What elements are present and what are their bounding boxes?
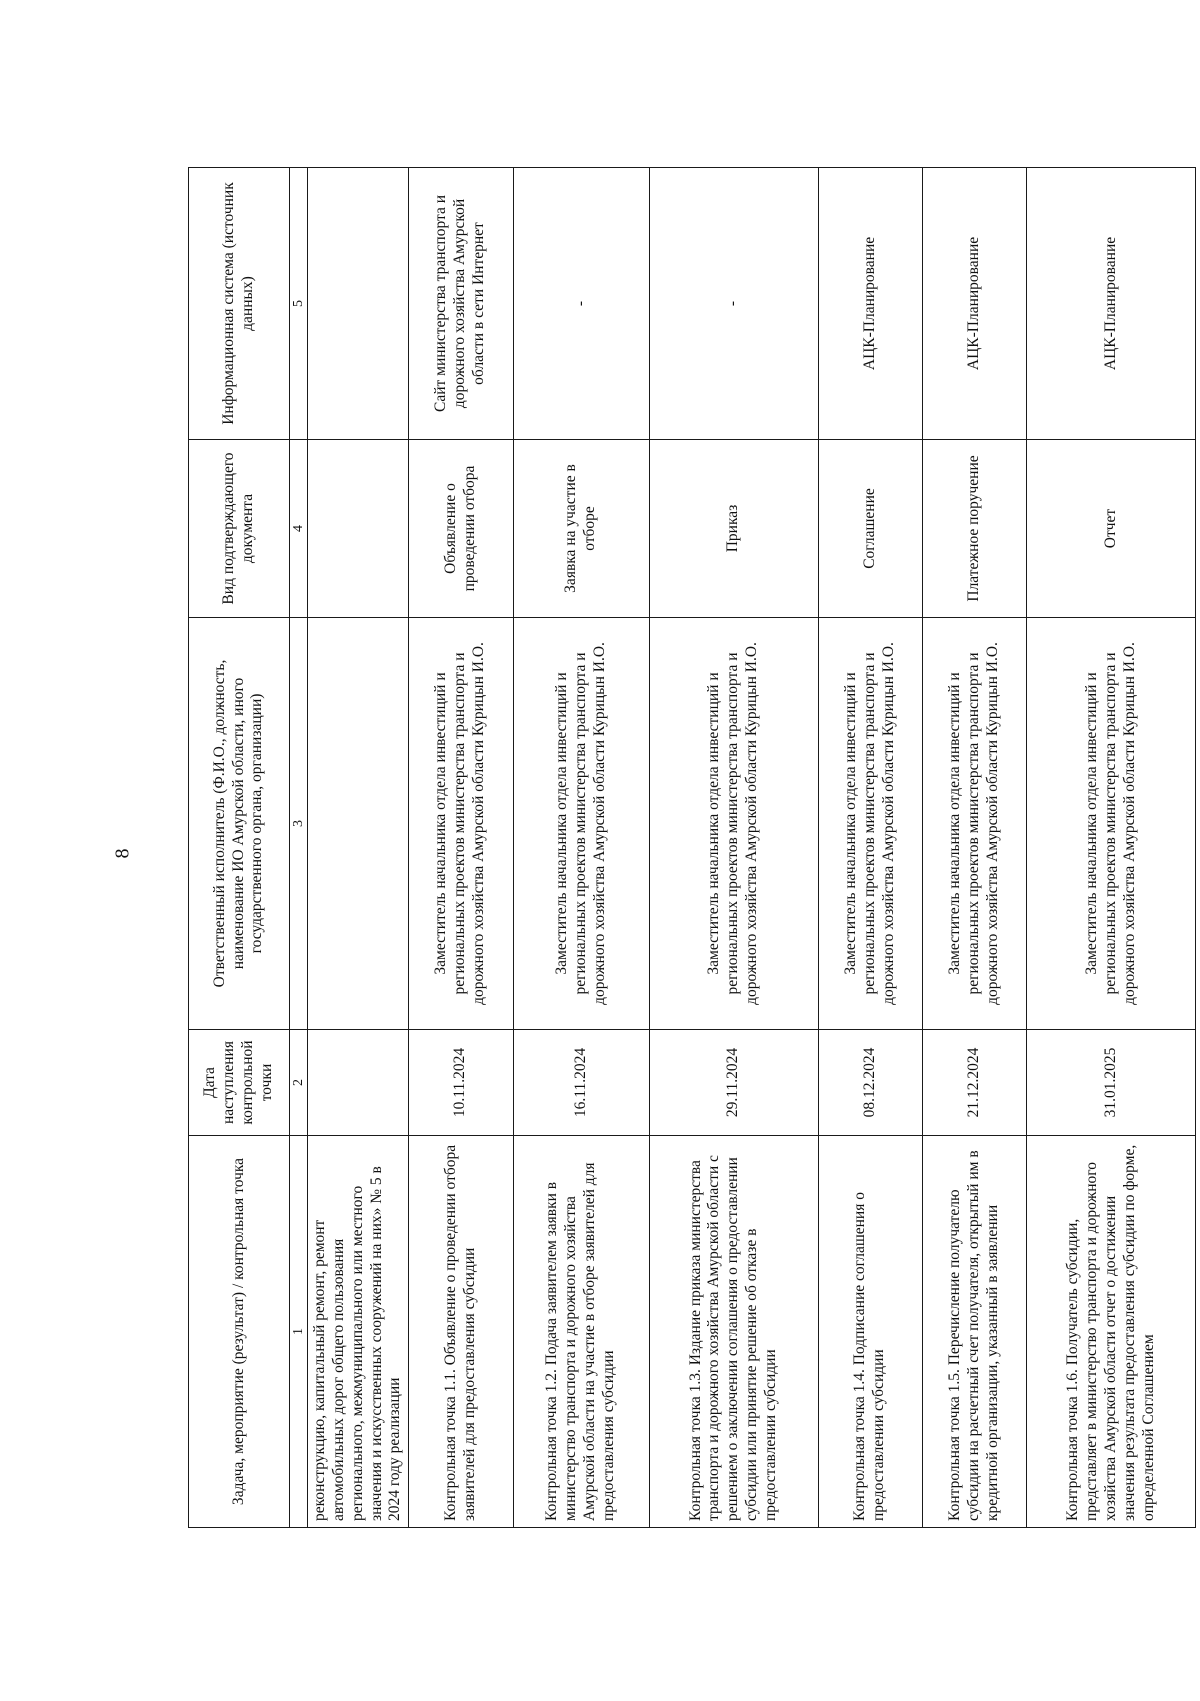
system-cell: -: [513, 168, 649, 440]
system-cell: АЦК-Планирование: [1027, 168, 1196, 440]
document-cell: Заявка на участие в отборе: [513, 440, 649, 618]
document-cell: Платежное поручение: [922, 440, 1026, 618]
executor-cell: Заместитель начальника отдела инвестиций и региональных проектов министерства транспорта и дорожного хозяйства Амурской области Курицын И.О.: [650, 618, 818, 1030]
column-number: 5: [290, 168, 308, 440]
task-cell: Контрольная точка 1.5. Перечисление получателю субсидии на расчетный счет получателя, открытый им в кредитной организации, указанный в заявлении: [922, 1136, 1026, 1528]
date-cell: [308, 1030, 409, 1136]
table-row: [818, 168, 922, 1528]
document-cell: Приказ: [650, 440, 818, 618]
executor-cell: Заместитель начальника отдела инвестиций и региональных проектов министерства транспорта и дорожного хозяйства Амурской области Курицын И.О.: [922, 618, 1026, 1030]
header-system: Информационная система (источник данных): [189, 168, 290, 440]
task-cell: Контрольная точка 1.1. Объявление о проведении отбора заявителей для предоставления субсидии: [409, 1136, 513, 1528]
table-row: [308, 168, 409, 1528]
task-cell: Контрольная точка 1.4. Подписание соглашения о предоставлении субсидии: [818, 1136, 922, 1528]
column-number-row: [290, 168, 308, 1528]
rotated-table-wrapper: [188, 168, 1196, 1528]
date-cell: 08.12.2024: [818, 1030, 922, 1136]
task-cell: Контрольная точка 1.6. Получатель субсидии, представляет в министерство транспорта и дорожного хозяйства Амурской области отчет о достижении значения результата предоставления субсидии по форме, определенной Соглашением: [1027, 1136, 1196, 1528]
document-cell: Соглашение: [818, 440, 922, 618]
table-row: [409, 168, 513, 1528]
column-number: 1: [290, 1136, 308, 1528]
column-number: 3: [290, 618, 308, 1030]
header-date: Дата наступления контрольной точки: [189, 1030, 290, 1136]
column-number: 4: [290, 440, 308, 618]
document-cell: Объявление о проведении отбора: [409, 440, 513, 618]
date-cell: 16.11.2024: [513, 1030, 649, 1136]
date-cell: 29.11.2024: [650, 1030, 818, 1136]
header-task: Задача, мероприятие (результат) / контрольная точка: [189, 1136, 290, 1528]
system-cell: -: [650, 168, 818, 440]
executor-cell: Заместитель начальника отдела инвестиций и региональных проектов министерства транспорта и дорожного хозяйства Амурской области Курицын И.О.: [513, 618, 649, 1030]
system-cell: Сайт министерства транспорта и дорожного хозяйства Амурской области в сети Интернет: [409, 168, 513, 440]
executor-cell: Заместитель начальника отдела инвестиций и региональных проектов министерства транспорта и дорожного хозяйства Амурской области Курицын И.О.: [818, 618, 922, 1030]
table-row: [513, 168, 649, 1528]
table-row: [1027, 168, 1196, 1528]
date-cell: 31.01.2025: [1027, 1030, 1196, 1136]
executor-cell: Заместитель начальника отдела инвестиций и региональных проектов министерства транспорта и дорожного хозяйства Амурской области Курицын И.О.: [409, 618, 513, 1030]
document-cell: [308, 440, 409, 618]
control-points-table: [188, 167, 1196, 1528]
document-cell: Отчет: [1027, 440, 1196, 618]
executor-cell: Заместитель начальника отдела инвестиций и региональных проектов министерства транспорта и дорожного хозяйства Амурской области Курицын И.О.: [1027, 618, 1196, 1030]
system-cell: АЦК-Планирование: [922, 168, 1026, 440]
table-header-row: [189, 168, 290, 1528]
task-cell: Контрольная точка 1.2. Подача заявителем заявки в министерство транспорта и дорожного хозяйства Амурской области на участие в отборе заявителей для предоставления субсидии: [513, 1136, 649, 1528]
task-cell: реконструкцию, капитальный ремонт, ремонт автомобильных дорог общего пользования регионального, межмуниципального или местного значения и искусственных сооружений на них» № 5 в 2024 году реализации: [308, 1136, 409, 1528]
executor-cell: [308, 618, 409, 1030]
date-cell: 10.11.2024: [409, 1030, 513, 1136]
task-cell: Контрольная точка 1.3. Издание приказа министерства транспорта и дорожного хозяйства Амурской области с решением о заключении соглашения о предоставлении субсидии или принятие решение об отказе в предоставлении субсидии: [650, 1136, 818, 1528]
date-cell: 21.12.2024: [922, 1030, 1026, 1136]
header-executor: Ответственный исполнитель (Ф.И.О., должность, наименование ИО Амурской области, иного государственного органа, организации): [189, 618, 290, 1030]
header-document: Вид подтверждающего документа: [189, 440, 290, 618]
table-row: [922, 168, 1026, 1528]
system-cell: [308, 168, 409, 440]
system-cell: АЦК-Планирование: [818, 168, 922, 440]
table-row: [650, 168, 818, 1528]
page-number: 8: [111, 848, 134, 859]
column-number: 2: [290, 1030, 308, 1136]
